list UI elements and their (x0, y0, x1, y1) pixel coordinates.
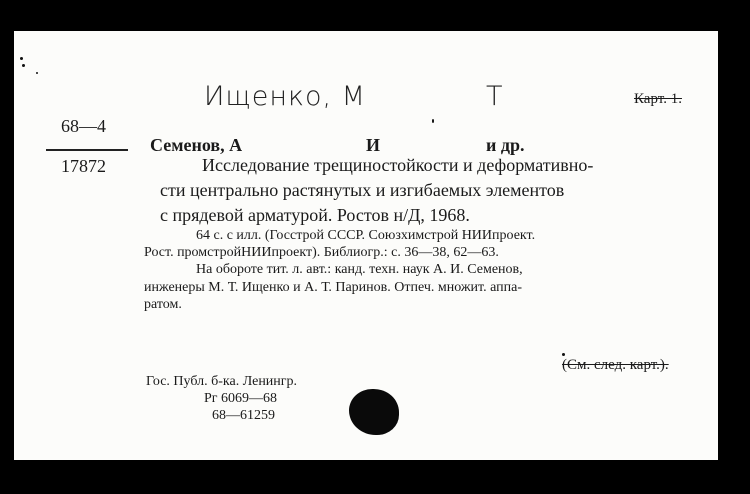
stamp-code-2: 68—61259 (212, 408, 275, 423)
ink-seal-mark (349, 389, 399, 435)
handwritten-name: Ищенко, М (204, 81, 366, 112)
description-line-1: 64 с. с илл. (Госстрой СССР. Союзхимстрой НИИпроект. (196, 228, 536, 243)
handwritten-initial: Т (486, 81, 504, 112)
card-number: Карт. 1. (634, 91, 682, 107)
call-number-divider (46, 149, 128, 151)
ink-speck (432, 119, 434, 123)
author-initial: И (366, 135, 381, 155)
description-line-5: ратом. (144, 297, 182, 312)
call-number-bottom: 17872 (61, 156, 106, 176)
ink-speck (562, 353, 565, 356)
scan-speck (22, 64, 25, 67)
title-line-2: сти центрально растянутых и изгибаемых элементов (160, 180, 565, 200)
ink-speck (20, 57, 23, 60)
title-line-3: с прядевой арматурой. Ростов н/Д, 1968. (160, 205, 470, 225)
description-line-3: На обороте тит. л. авт.: канд. техн. наук А. И. Семенов, (196, 262, 523, 277)
library-stamp: Гос. Публ. б-ка. Ленингр. (146, 374, 298, 389)
catalog-card (14, 31, 718, 460)
see-next-card: (См. след. карт.). (562, 357, 669, 373)
author: Семенов, А (150, 135, 243, 155)
call-number-top: 68—4 (61, 116, 106, 136)
title-line-1: Исследование трещиностойкости и деформативно- (202, 155, 594, 175)
stamp-code-1: Рг 6069—68 (204, 391, 278, 406)
scan-speck (36, 72, 38, 74)
description-line-4: инженеры М. Т. Ищенко и А. Т. Паринов. Отпеч. множит. аппа- (144, 280, 523, 295)
author-suffix: и др. (486, 135, 525, 155)
description-line-2: Рост. промстройНИИпроект). Библиогр.: с. 36—38, 62—63. (144, 245, 499, 260)
